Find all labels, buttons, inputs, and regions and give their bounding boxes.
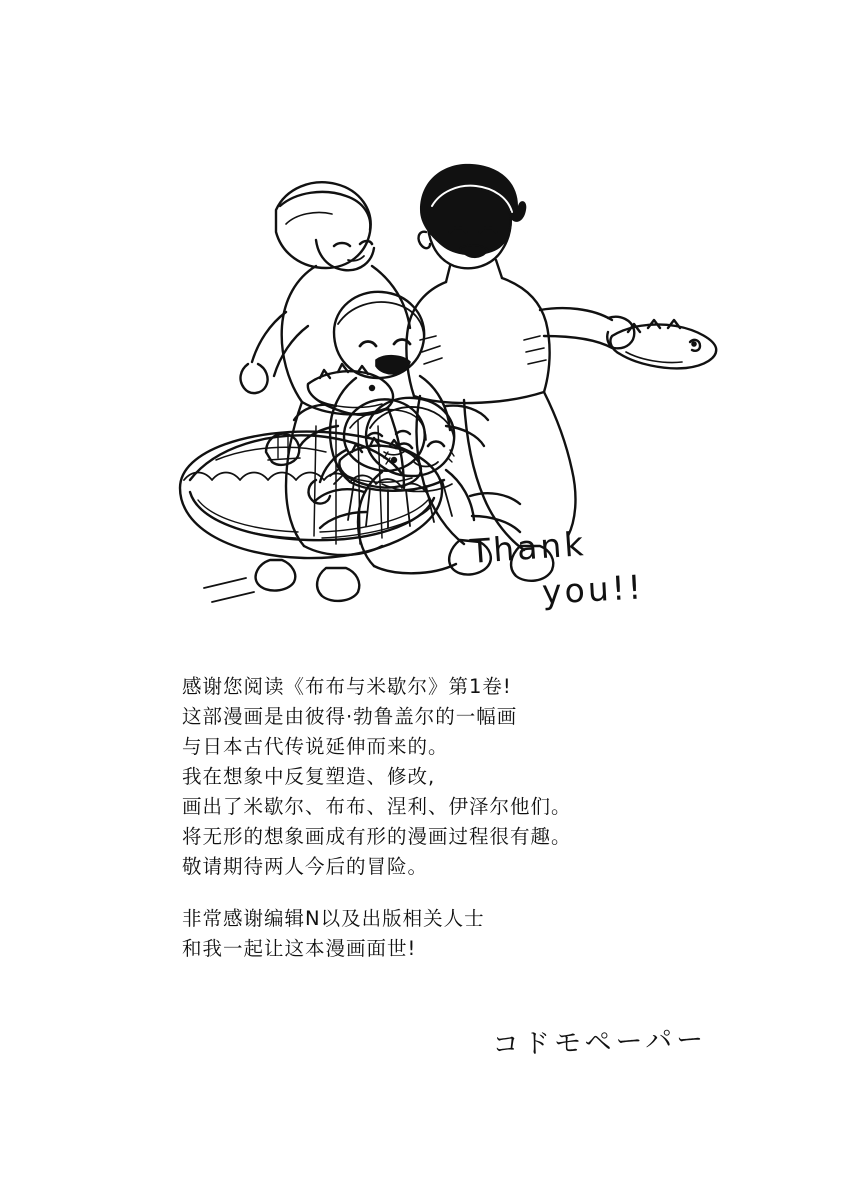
paragraph-spacer	[182, 882, 802, 904]
afterword-line: 将无形的想象画成有形的漫画过程很有趣。	[182, 825, 572, 848]
family-group-drawing	[120, 140, 720, 640]
afterword-line: 感谢您阅读《布布与米歇尔》第1卷!	[182, 675, 512, 698]
afterword-line: 我在想象中反复塑造、修改,	[182, 765, 436, 788]
afterword-line: 这部漫画是由彼得·勃鲁盖尔的一幅画	[182, 705, 518, 728]
afterword-line: 非常感谢编辑N以及出版相关人士	[182, 907, 485, 930]
thank-you-line-1: Thank	[468, 523, 588, 572]
author-signature: コドモペーパー	[491, 1024, 708, 1061]
afterword-line: 画出了米歇尔、布布、涅利、伊泽尔他们。	[182, 795, 572, 818]
thank-you-line-2: you!!	[541, 567, 646, 612]
afterword-line: 敬请期待两人今后的冒险。	[182, 855, 429, 878]
afterword-line: 与日本古代传说延伸而来的。	[182, 735, 449, 758]
afterword-text	[182, 672, 802, 964]
afterword-line: 和我一起让这本漫画面世!	[182, 937, 417, 960]
